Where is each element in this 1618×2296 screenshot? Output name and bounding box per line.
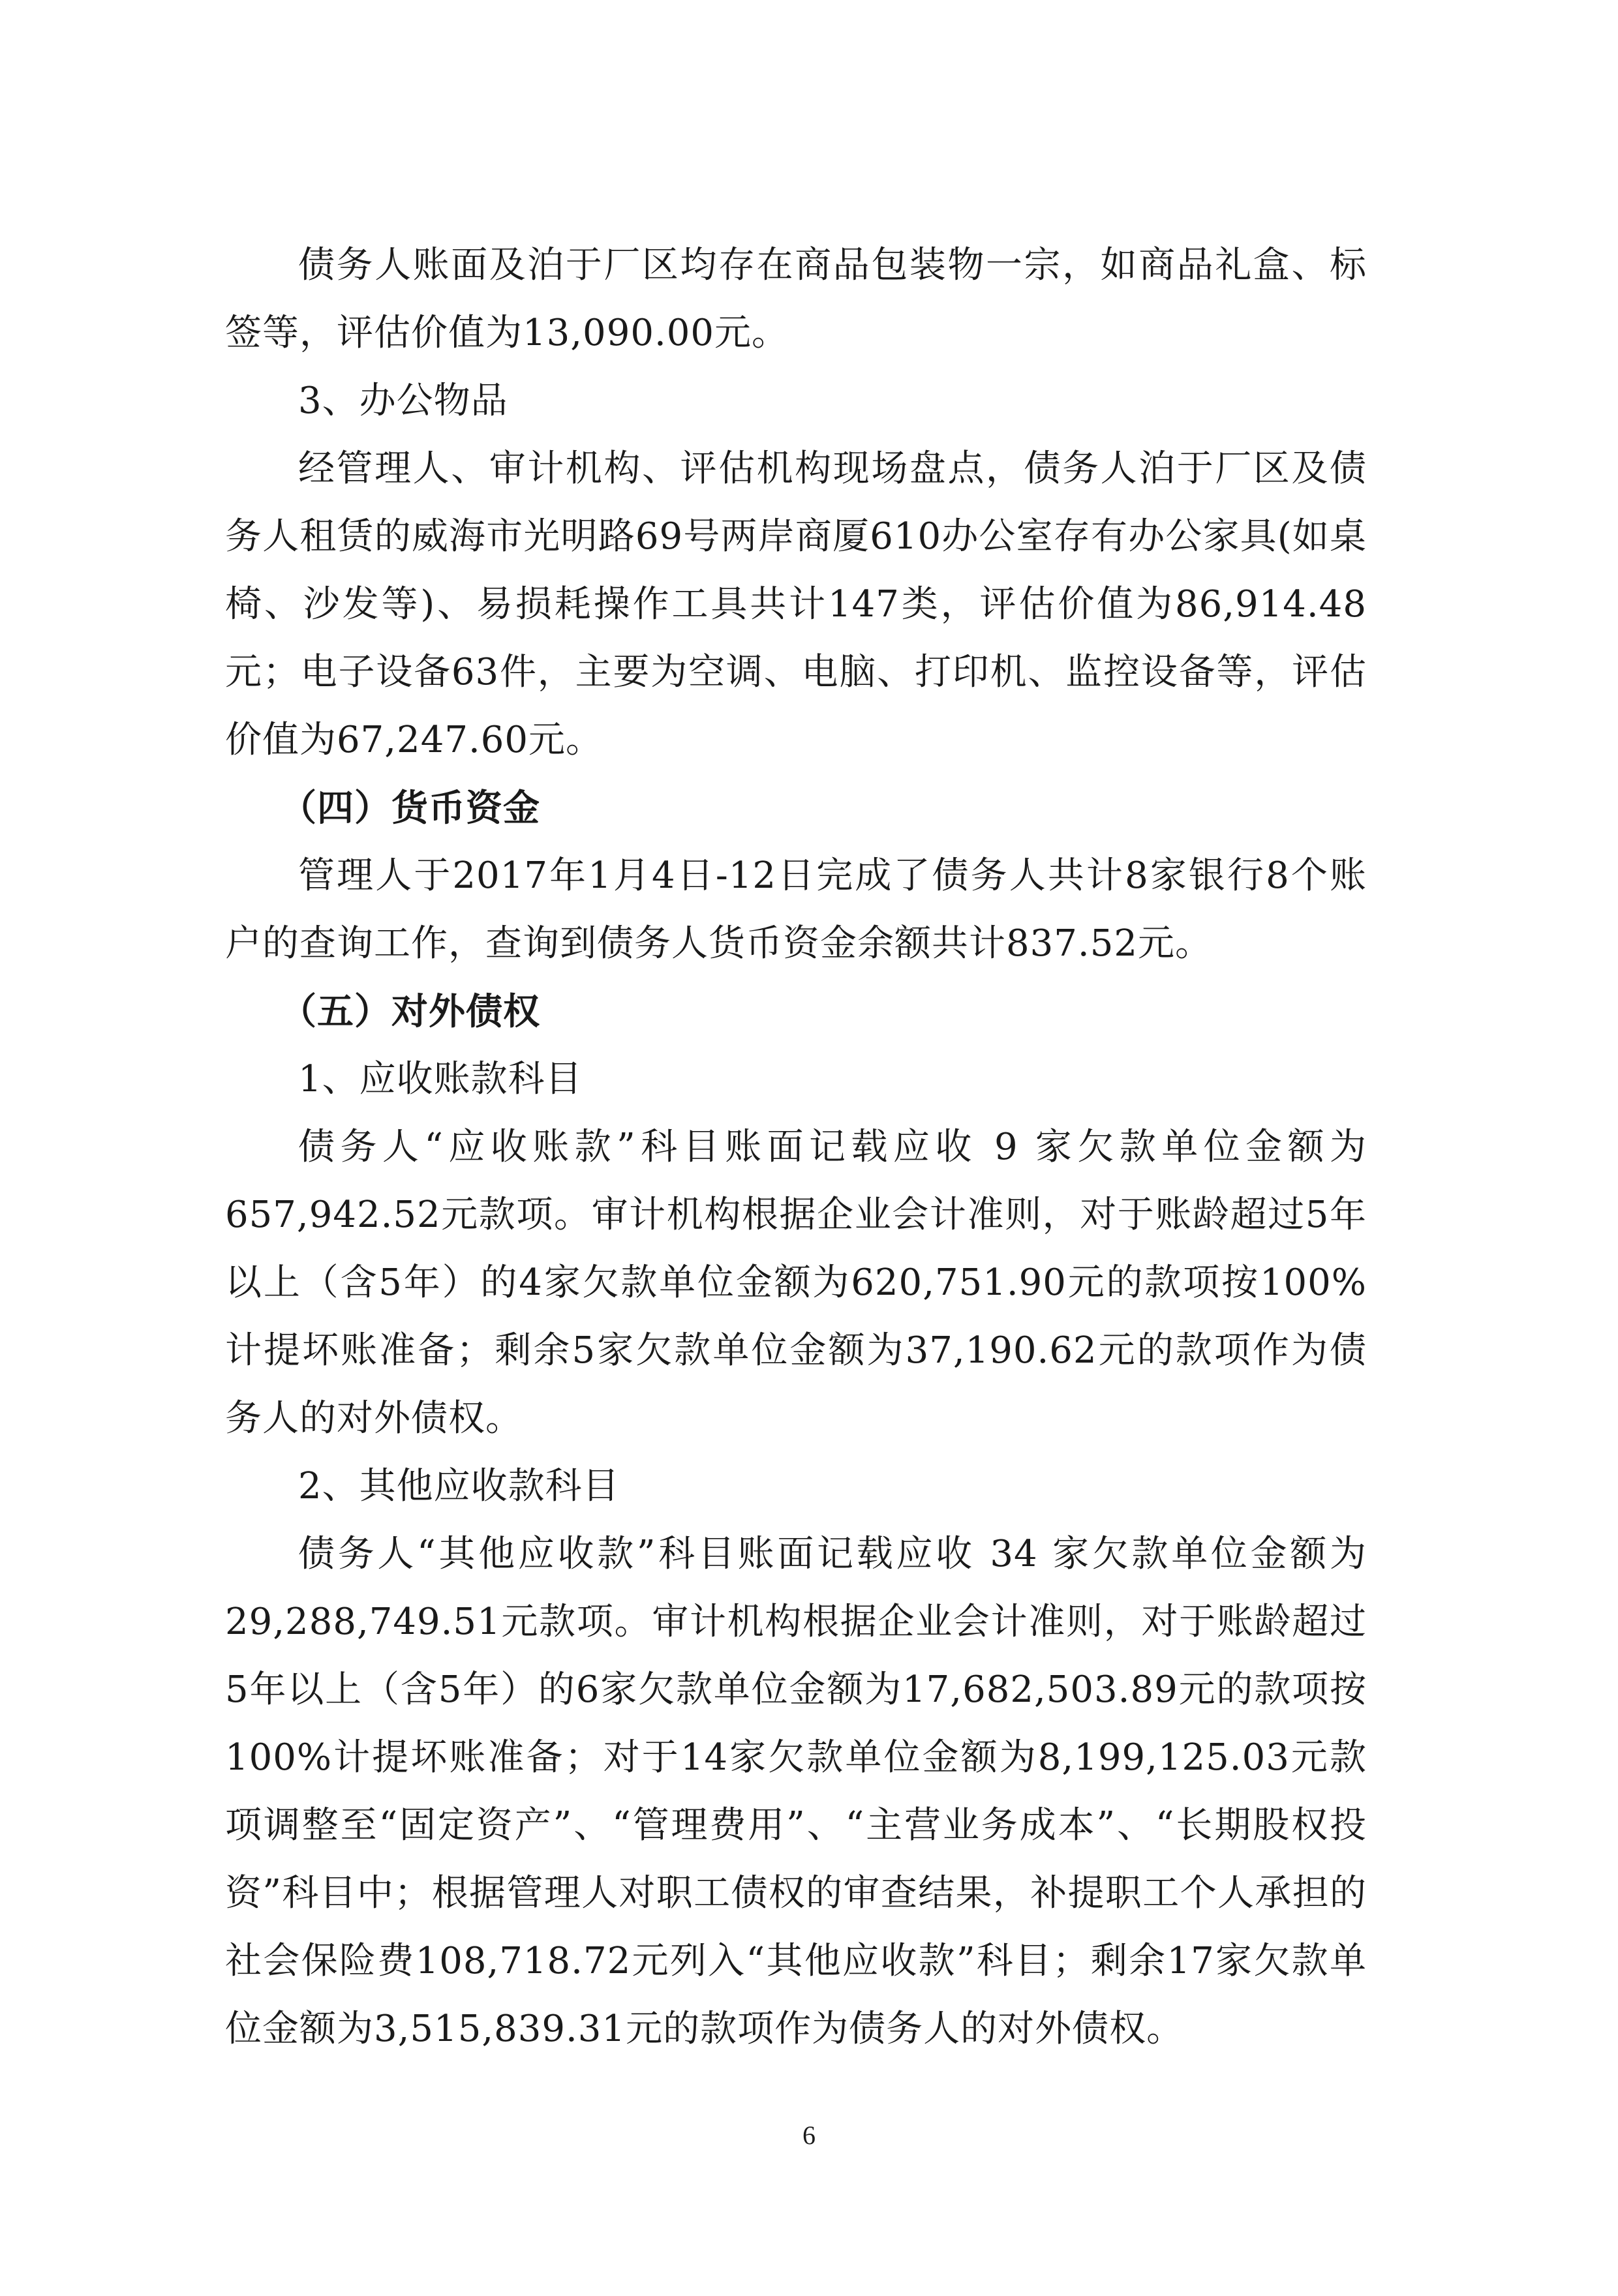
other-receivables-paragraph: 债务人“其他应收款”科目账面记载应收 34 家欠款单位金额为29,288,749.51元款项。审计机构根据企业会计准则，对于账龄超过5年以上（含5年）的6家欠款单位金额为17,682,503.89元的款项按100%计提坏账准备；对于14家欠款单位金额为8,199,125.03元款项调整至“固定资产”、“管理费用”、“主营业务成本”、“长期股权投资”科目中；根据管理人对职工债权的审查结果，补提职工个人承担的社会保险费108,718.72元列入“其他应收款”科目；剩余17家欠款单位金额为3,515,839.31元的款项作为债务人的对外债权。 — [225, 1533, 1367, 2050]
office-supplies-paragraph: 经管理人、审计机构、评估机构现场盘点，债务人泊于厂区及债务人租赁的威海市光明路69号两岸商厦610办公室存有办公家具(如桌椅、沙发等)、易损耗操作工具共计147类，评估价值为86,914.48元；电子设备63件，主要为空调、电脑、打印机、监控设备等，评估价值为67,247.60元。 — [225, 447, 1367, 761]
monetary-funds-heading: （四）货币资金 — [280, 787, 540, 830]
page-number: 6 — [802, 2121, 816, 2150]
accounts-receivable-paragraph: 债务人“应收账款”科目账面记载应收 9 家欠款单位金额为657,942.52元款项。审计机构根据企业会计准则，对于账龄超过5年以上（含5年）的4家欠款单位金额为620,751.90元的款项按100%计提坏账准备；剩余5家欠款单位金额为37,190.62元的款项作为债务人的对外债权。 — [225, 1126, 1367, 1440]
packaging-paragraph: 债务人账面及泊于厂区均存在商品包装物一宗，如商品礼盒、标签等，评估价值为13,090.00元。 — [225, 244, 1367, 354]
other-receivables-heading: 2、其他应收款科目 — [298, 1465, 620, 1507]
office-supplies-heading: 3、办公物品 — [298, 380, 508, 422]
document-body — [225, 232, 1367, 2063]
accounts-receivable-heading: 1、应收账款科目 — [298, 1058, 583, 1100]
monetary-funds-paragraph: 管理人于2017年1月4日-12日完成了债务人共计8家银行8个账户的查询工作，查询到债务人货币资金余额共计837.52元。 — [225, 854, 1367, 965]
external-claims-heading: （五）对外债权 — [280, 990, 540, 1033]
